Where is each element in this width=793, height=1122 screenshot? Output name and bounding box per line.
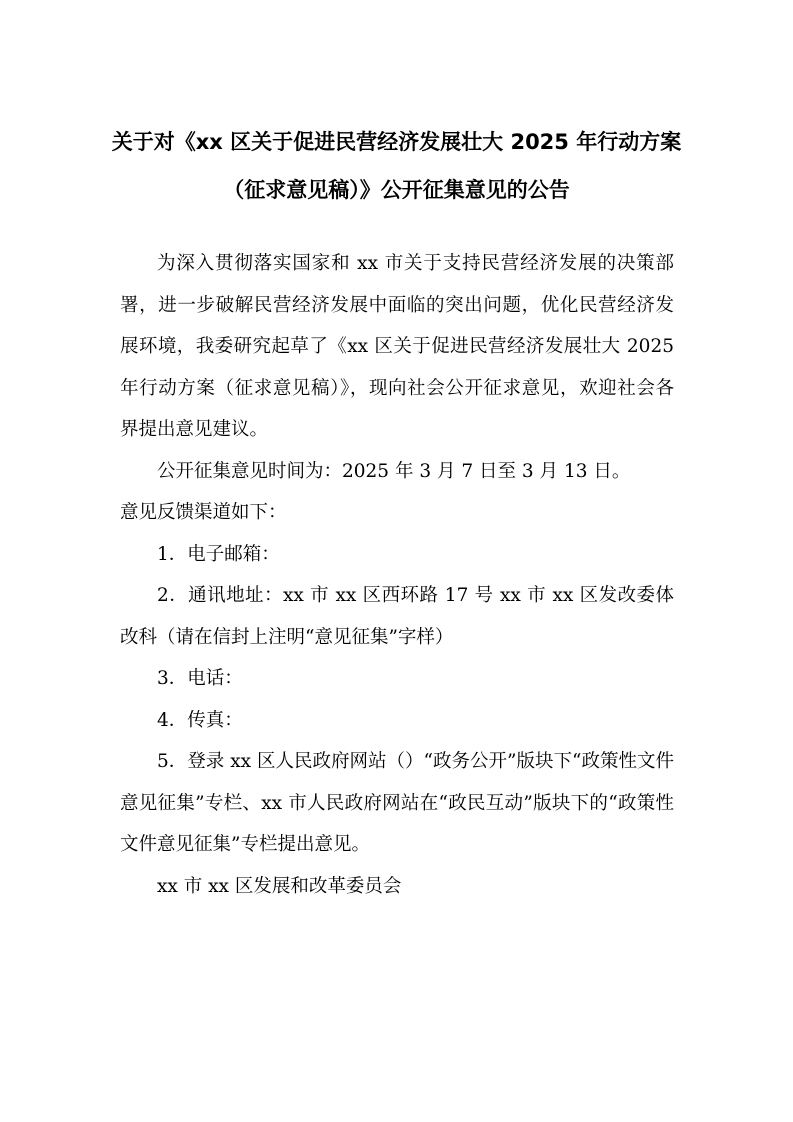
title-line-2: （征求意见稿）》公开征集意见的公告	[223, 178, 570, 202]
channel-website: 5．登录 xx 区人民政府网站（）“政务公开”版块下“政策性文件意见征集”专栏、xx 市人民政府网站在“政民互动”版块下的“政策性文件意见征集”专栏提出意见。	[120, 751, 674, 855]
document-body	[120, 243, 674, 907]
intro-paragraph: 为深入贯彻落实国家和 xx 市关于支持民营经济发展的决策部署，进一步破解民营经济发展中面临的突出问题，优化民营经济发展环境，我委研究起草了《xx 区关于促进民营经济发展壮大 2025 年行动方案（征求意见稿）》，现向社会公开征求意见，欢迎社会各界提出意见建议。	[120, 253, 674, 440]
channel-address: 2．通讯地址：xx 市 xx 区西环路 17 号 xx 市 xx 区发改委体改科（请在信封上注明“意见征集”字样）	[120, 585, 674, 648]
title-line-1: 关于对《xx 区关于促进民营经济发展壮大 2025 年行动方案	[111, 130, 682, 154]
issuer-signature: xx 市 xx 区发展和改革委员会	[157, 875, 402, 897]
channel-fax: 4．传真：	[157, 709, 243, 731]
time-paragraph: 公开征集意见时间为：2025 年 3 月 7 日至 3 月 13 日。	[157, 460, 631, 482]
channel-email: 1．电子邮箱：	[157, 543, 280, 565]
channels-heading: 意见反馈渠道如下：	[120, 502, 287, 523]
channel-phone: 3．电话：	[157, 668, 243, 689]
